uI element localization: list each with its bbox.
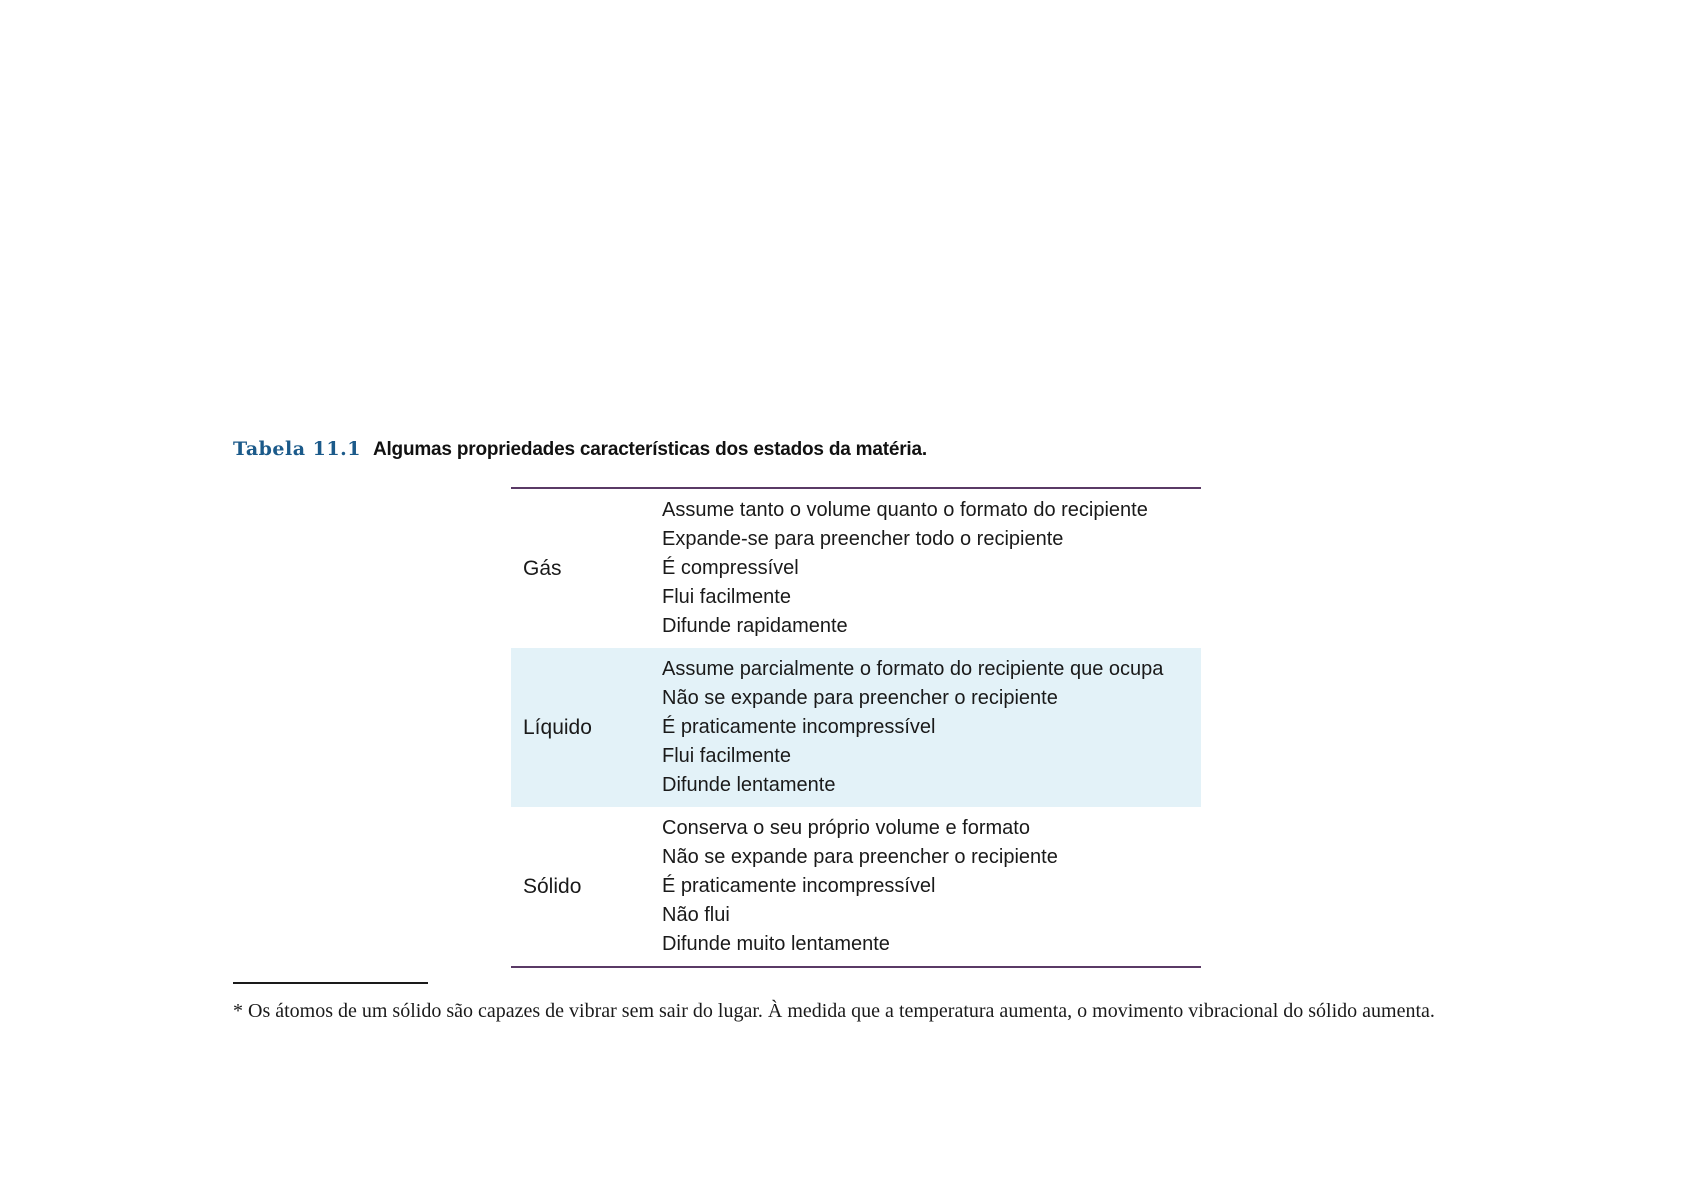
table-row-liquid [511,648,1201,807]
property-item: Difunde lentamente [662,774,836,796]
state-name-gas: Gás [523,556,562,580]
table-title: Algumas propriedades características dos estados da matéria. [372,439,927,460]
state-name-liquid: Líquido [523,715,592,739]
property-item: É praticamente incompressível [662,875,936,897]
property-item: Difunde muito lentamente [662,933,890,955]
property-item: É praticamente incompressível [662,716,936,738]
footnote: * Os átomos de um sólido são capazes de vibrar sem sair do lugar. À medida que a temperatura aumenta, o movimento vibracional do sólido aumenta. [233,1000,1435,1022]
property-item: Flui facilmente [662,745,791,767]
property-item: Conserva o seu próprio volume e formato [662,817,1030,839]
table-caption [233,438,927,461]
properties-liquid [662,648,1201,807]
table-row-solid [511,807,1201,967]
property-item: Não se expande para preencher o recipiente [662,846,1058,868]
property-item: Assume tanto o volume quanto o formato do recipiente [662,499,1148,521]
property-item: Difunde rapidamente [662,615,848,637]
states-of-matter-table [511,487,1201,968]
properties-gas [662,488,1201,648]
property-item: Flui facilmente [662,586,791,608]
property-item: Assume parcialmente o formato do recipiente que ocupa [662,658,1164,680]
table-number-label: Tabela 11.1 [233,438,361,460]
property-item: Não se expande para preencher o recipiente [662,687,1058,709]
table-row-gas [511,488,1201,648]
property-item: É compressível [662,557,799,579]
property-item: Não flui [662,904,730,926]
properties-solid [662,807,1201,967]
footnote-divider [233,982,428,984]
state-name-solid: Sólido [523,874,582,898]
property-item: Expande-se para preencher todo o recipiente [662,528,1064,550]
